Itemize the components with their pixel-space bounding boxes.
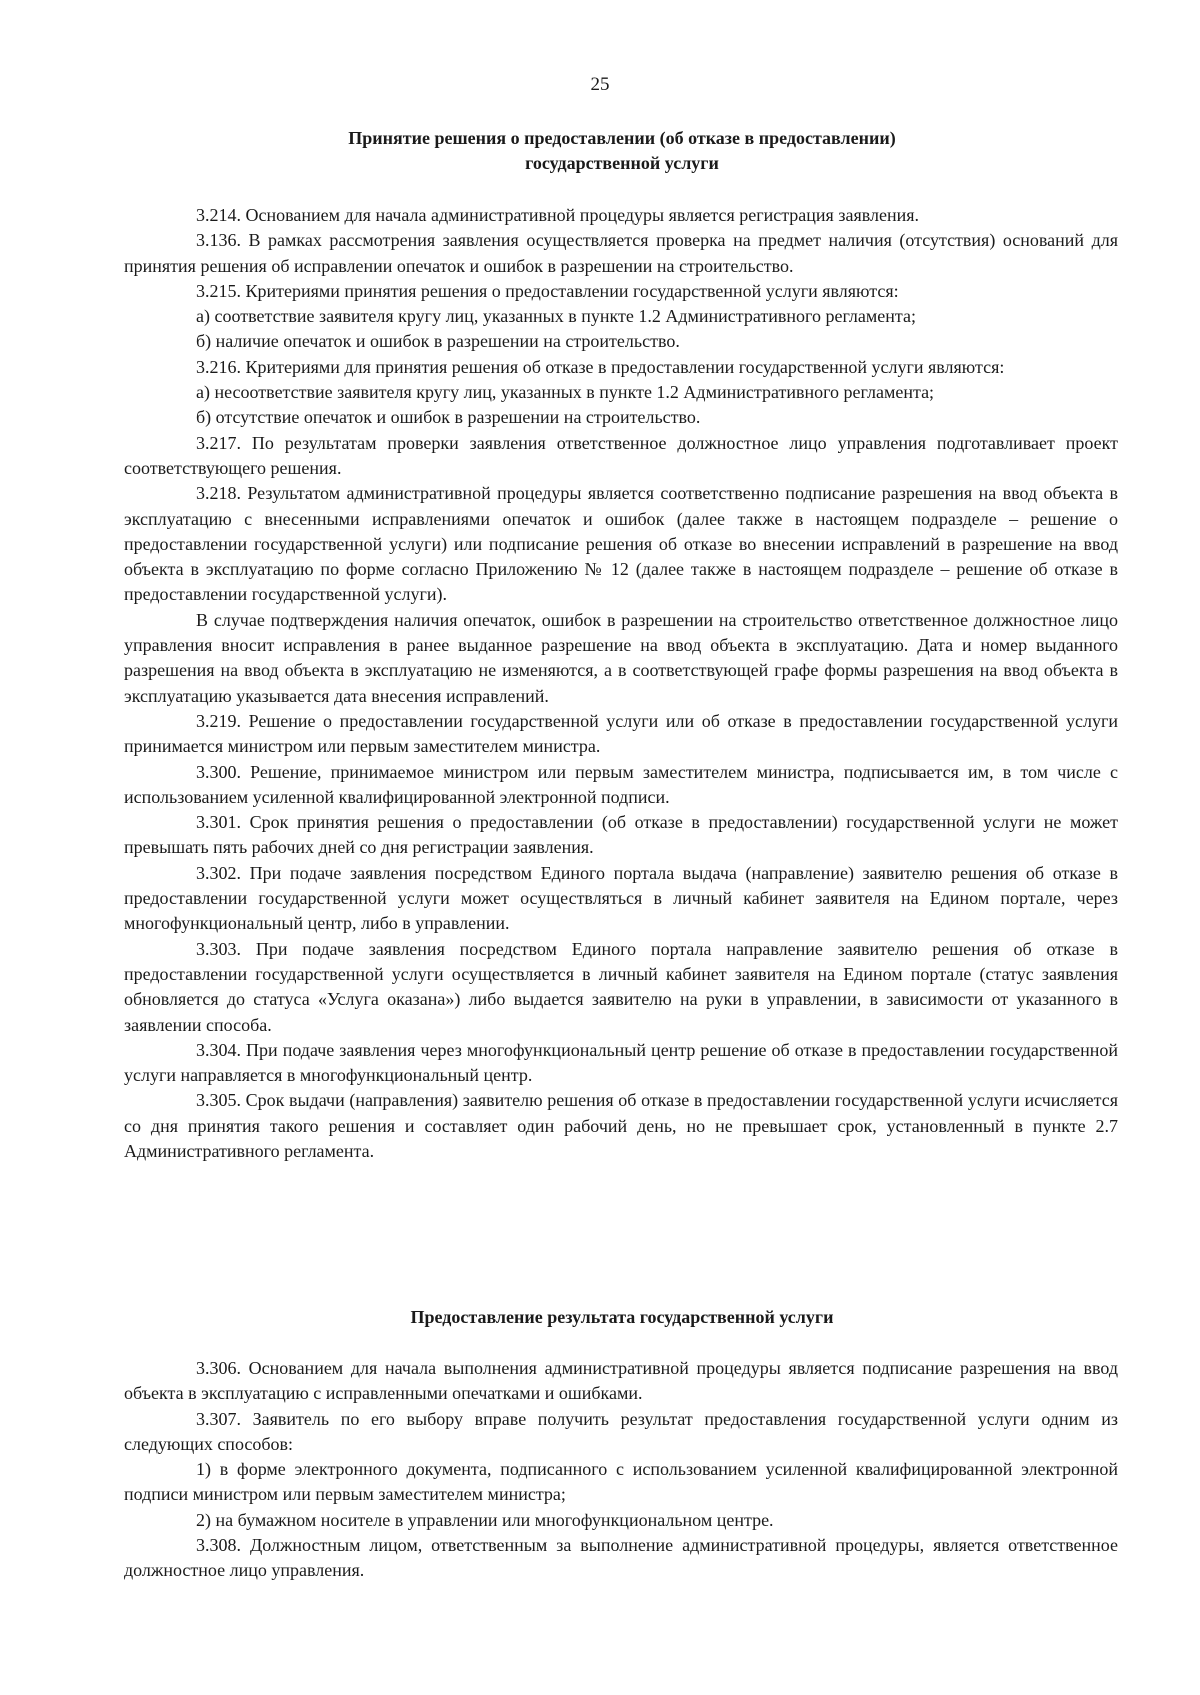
paragraph: 3.301. Срок принятия решения о предоставлении (об отказе в предоставлении) государственной услуги не может превышать пять рабочих дней со дня регистрации заявления. <box>124 812 1118 858</box>
section-title-line-2: государственной услуги <box>525 153 719 173</box>
section-body-decision <box>124 203 1118 1164</box>
paragraph: 3.136. В рамках рассмотрения заявления осуществляется проверка на предмет наличия (отсутствия) оснований для принятия решения об исправлении опечаток и ошибок в разрешении на строительство. <box>124 230 1118 276</box>
paragraph: а) несоответствие заявителя кругу лиц, указанных в пункте 1.2 Административного регламента; <box>196 382 935 403</box>
paragraph: б) отсутствие опечаток и ошибок в разрешении на строительство. <box>196 407 701 428</box>
section-title-result: Предоставление результата государственной услуги <box>410 1307 834 1327</box>
page-number: 25 <box>590 74 610 95</box>
paragraph: 3.217. По результатам проверки заявления ответственное должностное лицо управления подготавливает проект соответствующего решения. <box>124 432 1118 478</box>
paragraph: 3.300. Решение, принимаемое министром или первым заместителем министра, подписывается им, в том числе с использованием усиленной квалифицированной электронной подписи. <box>124 761 1118 807</box>
paragraph: 1) в форме электронного документа, подписанного с использованием усиленной квалифицированной электронной подписи министром или первым заместителем министра; <box>124 1459 1118 1505</box>
paragraph: 3.304. При подаче заявления через многофункциональный центр решение об отказе в предоставлении государственной услуги направляется в многофункциональный центр. <box>124 1039 1118 1086</box>
paragraph: 3.218. Результатом административной процедуры является соответственно подписание разрешения на ввод объекта в эксплуатацию с внесенными исправлениями опечаток и ошибок (далее также в настоящем подразделе – решение о предоставлении государственной услуги) или подписание решения об отказе во внесении исправлений в разрешение на ввод объекта в эксплуатацию по форме согласно Приложению № 12 (далее также в настоящем подразделе – решение об отказе в предоставлении государственной услуги). <box>124 483 1118 605</box>
paragraph: 3.305. Срок выдачи (направления) заявителю решения об отказе в предоставлении государственной услуги исчисляется со дня принятия такого решения и составляет один рабочий день, но не превышает срок, установленный в пункте 2.7 Административного регламента. <box>124 1090 1118 1161</box>
paragraph: 3.308. Должностным лицом, ответственным за выполнение административной процедуры, является ответственное должностное лицо управления. <box>124 1535 1118 1581</box>
section-title-line-1: Принятие решения о предоставлении (об отказе в предоставлении) <box>348 128 896 148</box>
paragraph: В случае подтверждения наличия опечаток, ошибок в разрешении на строительство ответственное должностное лицо управления вносит исправления в ранее выданное разрешение на ввод объекта в эксплуатацию. Дата и номер выданного разрешения на ввод объекта в эксплуатацию не изменяются, а в соответствующей графе формы разрешения на ввод объекта в эксплуатацию указывается дата внесения исправлений. <box>124 609 1118 706</box>
paragraph: 3.216. Критериями для принятия решения об отказе в предоставлении государственной услуги являются: <box>196 356 1005 377</box>
paragraph: 3.214. Основанием для начала административной процедуры является регистрация заявления. <box>196 205 919 225</box>
paragraph: 3.307. Заявитель по его выбору вправе получить результат предоставления государственной услуги одним из следующих способов: <box>124 1408 1118 1454</box>
section-title-decision <box>122 126 1122 176</box>
paragraph: 3.306. Основанием для начала выполнения административной процедуры является подписание разрешения на ввод объекта в эксплуатацию с исправленными опечатками и ошибками. <box>124 1358 1118 1404</box>
paragraph: 3.302. При подаче заявления посредством Единого портала выдача (направление) заявителю решения об отказе в предоставлении государственной услуги может осуществляться в личный кабинет заявителя на Едином портале, через многофункциональный центр, либо в управлении. <box>124 862 1118 934</box>
paragraph: а) соответствие заявителя кругу лиц, указанных в пункте 1.2 Административного регламента; <box>196 306 916 327</box>
paragraph: 3.303. При подаче заявления посредством Единого портала направление заявителю решения об отказе в предоставлении государственной услуги осуществляется в личный кабинет заявителя на Едином портале (статус заявления обновляется до статуса «Услуга оказана») либо выдается заявителю на руки в управлении, в зависимости от указанного в заявлении способа. <box>124 938 1118 1035</box>
paragraph: 3.215. Критериями принятия решения о предоставлении государственной услуги являются: <box>196 280 899 301</box>
paragraph: 3.219. Решение о предоставлении государственной услуги или об отказе в предоставлении государственной услуги принимается министром или первым заместителем министра. <box>124 710 1118 757</box>
paragraph: б) наличие опечаток и ошибок в разрешении на строительство. <box>196 331 680 352</box>
paragraph: 2) на бумажном носителе в управлении или многофункциональном центре. <box>196 1509 774 1530</box>
section-body-result <box>124 1356 1118 1584</box>
